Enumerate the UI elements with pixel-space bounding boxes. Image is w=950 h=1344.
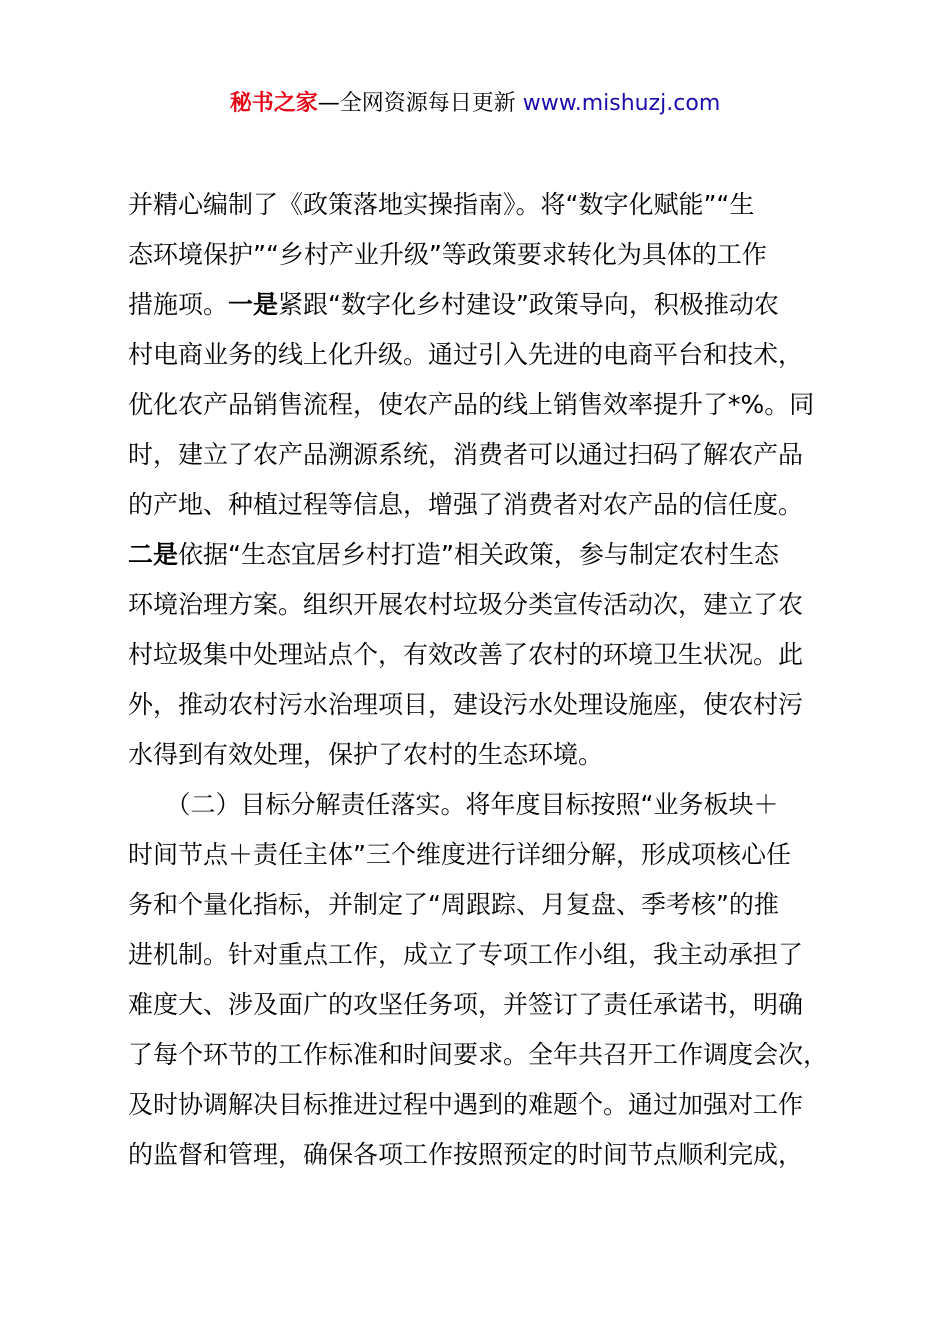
text-line: 了每个环节的工作标准和时间要求。全年共召开工作调度会次， [128, 1040, 829, 1069]
document-body [128, 180, 858, 1180]
text-line: 及时协调解决目标推进过程中遇到的难题个。通过加强对工作 [128, 1090, 804, 1119]
text-line: 村电商业务的线上化升级。通过引入先进的电商平台和技术， [128, 340, 804, 369]
text-line: 难度大、涉及面广的攻坚任务项，并签订了责任承诺书，明确 [128, 990, 804, 1019]
text-line: 进机制。针对重点工作，成立了专项工作小组，我主动承担了 [128, 940, 804, 969]
text-line: 二是依据“生态宜居乡村打造”相关政策，参与制定农村生态 [128, 540, 779, 569]
site-url[interactable]: www.mishuzj.com [522, 91, 721, 116]
text-line: 时，建立了农产品溯源系统，消费者可以通过扫码了解农产品 [128, 440, 804, 469]
text-line: 务和个量化指标，并制定了“周跟踪、月复盘、季考核”的推 [128, 890, 779, 919]
brand-name: 秘书之家 [229, 91, 318, 116]
text-line: （二）目标分解责任落实。将年度目标按照“业务板块＋ [128, 790, 779, 819]
bold-marker: 二是 [128, 540, 179, 569]
text-line: 态环境保护”“乡村产业升级”等政策要求转化为具体的工作 [128, 240, 767, 269]
bold-marker: 一是 [228, 290, 279, 319]
text-line: 外，推动农村污水治理项目，建设污水处理设施座，使农村污 [128, 690, 804, 719]
text-line: 的产地、种植过程等信息，增强了消费者对农产品的信任度。 [128, 490, 804, 519]
text-line: 优化农产品销售流程，使农产品的线上销售效率提升了*%。同 [128, 390, 815, 419]
text-line: 环境治理方案。组织开展农村垃圾分类宣传活动次，建立了农 [128, 590, 804, 619]
text-line: 并精心编制了《政策落地实操指南》。将“数字化赋能”“生 [128, 190, 755, 219]
page-header [0, 84, 950, 124]
text-line: 措施项。一是紧跟“数字化乡村建设”政策导向，积极推动农 [128, 290, 779, 319]
text-line: 时间节点＋责任主体”三个维度进行详细分解，形成项核心任 [128, 840, 791, 869]
text-line: 村垃圾集中处理站点个，有效改善了农村的环境卫生状况。此 [128, 640, 804, 669]
text-line: 的监督和管理，确保各项工作按照预定的时间节点顺利完成， [128, 1140, 804, 1169]
header-tagline: —全网资源每日更新 [317, 91, 523, 116]
text-line: 水得到有效处理，保护了农村的生态环境。 [128, 740, 604, 769]
